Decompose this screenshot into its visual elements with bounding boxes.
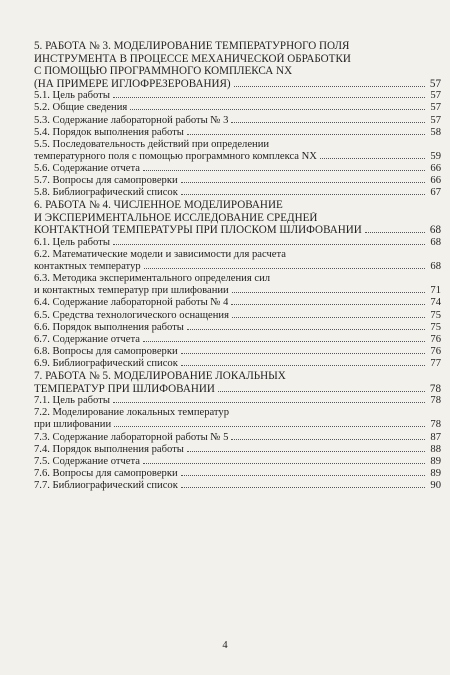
toc-entry [34, 358, 441, 370]
toc-page-number: 58 [430, 126, 441, 138]
toc-page-number: 57 [429, 77, 441, 90]
toc-line [34, 127, 441, 139]
toc-title-text: 5.4. Порядок выполнения работы [34, 126, 184, 138]
toc-title-text: 6. РАБОТА № 4. ЧИСЛЕННОЕ МОДЕЛИРОВАНИЕ [34, 199, 283, 212]
dot-leader [181, 365, 425, 366]
dot-leader [113, 244, 425, 245]
toc-title-text: 5.8. Библиографический список [34, 187, 178, 199]
toc-line [34, 444, 441, 456]
toc-page-number: 78 [430, 395, 441, 407]
toc-chapter [34, 370, 441, 395]
toc-entry [34, 310, 441, 322]
dot-leader [181, 182, 425, 183]
toc-title-text: 5.2. Общие сведения [34, 102, 128, 114]
dot-leader [232, 292, 425, 293]
dot-leader [187, 329, 425, 330]
toc-line [34, 395, 441, 407]
dot-leader [181, 487, 425, 488]
toc-line [34, 175, 441, 187]
toc-title-text: контактных температур [34, 261, 141, 273]
dot-leader [144, 268, 425, 269]
toc-line [34, 78, 441, 91]
toc-entry [34, 432, 441, 444]
page-number: 4 [222, 640, 228, 651]
toc-title-text: 7.4. Порядок выполнения работы [34, 443, 184, 455]
toc-line [34, 53, 441, 66]
dot-leader [114, 426, 425, 427]
toc-title-text: 7.7. Библиографический список [34, 479, 178, 491]
toc-title-text: 6.4. Содержание лабораторной работы № 4 [34, 297, 229, 309]
toc-chapter [34, 40, 441, 90]
toc-page-number: 57 [430, 102, 441, 114]
toc-entry [34, 456, 441, 468]
toc-page-number: 57 [430, 114, 441, 126]
toc-line [34, 199, 441, 212]
toc-line [34, 151, 441, 163]
toc-line [34, 285, 441, 297]
toc-title-text: 6.3. Методика экспериментального определения сил [34, 273, 271, 285]
toc-title-text: 5. РАБОТА № 3. МОДЕЛИРОВАНИЕ ТЕМПЕРАТУРНОГО ПОЛЯ [34, 40, 350, 52]
dot-leader [130, 109, 425, 110]
toc-title-text: 6.1. Цель работы [34, 237, 110, 248]
toc-title-text: КОНТАКТНОЙ ТЕМПЕРАТУРЫ ПРИ ПЛОСКОМ ШЛИФОВАНИИ [34, 224, 362, 237]
toc-line [34, 370, 441, 383]
dot-leader [187, 451, 425, 452]
dot-leader [181, 353, 425, 354]
toc-entry [34, 163, 441, 175]
toc-page-number: 76 [430, 333, 441, 345]
dot-leader [365, 232, 425, 233]
toc-entry [34, 237, 441, 249]
toc-title-text: 5.1. Цель работы [34, 90, 110, 102]
toc-title-text: 7. РАБОТА № 5. МОДЕЛИРОВАНИЕ ЛОКАЛЬНЫХ [34, 370, 286, 383]
toc-page-number: 78 [430, 419, 441, 431]
toc-line [34, 212, 441, 225]
dot-leader [231, 304, 425, 305]
toc-line [34, 334, 441, 346]
toc-title-text: (НА ПРИМЕРЕ ИГЛОФРЕЗЕРОВАНИЯ) [34, 77, 231, 90]
toc-title-text: ИНСТРУМЕНТА В ПРОЦЕССЕ МЕХАНИЧЕСКОЙ ОБРАБОТКИ [34, 52, 351, 65]
dot-leader [113, 97, 425, 98]
toc-line [34, 40, 441, 53]
toc-page-number: 68 [430, 261, 441, 273]
toc-line [34, 261, 441, 273]
toc-entry [34, 175, 441, 187]
toc-page-number: 74 [430, 297, 441, 309]
dot-leader [231, 439, 425, 440]
toc-line [34, 407, 441, 419]
toc-entry [34, 346, 441, 358]
toc-title-text: и контактных температур при шлифовании [34, 285, 229, 297]
toc-entry [34, 273, 441, 297]
toc-page-number: 78 [429, 382, 441, 395]
toc-page-number: 67 [430, 187, 441, 199]
toc-page-number: 68 [429, 224, 441, 237]
toc-page-number: 77 [430, 357, 441, 369]
toc-entry [34, 187, 441, 199]
dot-leader [218, 391, 425, 392]
dot-leader [320, 158, 425, 159]
toc-line [34, 383, 441, 396]
toc-entry [34, 322, 441, 334]
toc-entry [34, 334, 441, 346]
toc-chapter [34, 199, 441, 237]
toc-page-number: 66 [430, 162, 441, 174]
toc-title-text: 5.7. Вопросы для самопроверки [34, 175, 178, 187]
toc-page-number: 89 [430, 455, 441, 467]
toc-entry [34, 468, 441, 480]
toc-page-number: 66 [430, 175, 441, 187]
toc-title-text: 6.5. Средства технологического оснащения [34, 309, 229, 321]
toc-entry [34, 115, 441, 127]
toc-line [34, 102, 441, 114]
toc-line [34, 480, 441, 492]
toc-title-text: 6.9. Библиографический список [34, 357, 178, 369]
toc-page-number: 89 [430, 467, 441, 479]
toc-line [34, 163, 441, 175]
toc-title-text: И ЭКСПЕРИМЕНТАЛЬНОЕ ИССЛЕДОВАНИЕ СРЕДНЕЙ [34, 211, 318, 224]
toc-line [34, 115, 441, 127]
dot-leader [143, 170, 425, 171]
toc-title-text: 7.6. Вопросы для самопроверки [34, 467, 178, 479]
toc-page-number: 75 [430, 309, 441, 321]
toc-entry [34, 444, 441, 456]
dot-leader [181, 194, 425, 195]
toc-page-number: 71 [430, 285, 441, 297]
toc-line [34, 322, 441, 334]
toc-title-text: ТЕМПЕРАТУР ПРИ ШЛИФОВАНИИ [34, 382, 215, 395]
toc-entry [34, 90, 441, 102]
dot-leader [113, 402, 425, 403]
toc-title-text: 5.3. Содержание лабораторной работы № 3 [34, 114, 229, 126]
toc-line [34, 432, 441, 444]
toc-title-text: 7.2. Моделирование локальных температур [34, 407, 230, 419]
toc-page-number: 87 [430, 431, 441, 443]
dot-leader [232, 317, 425, 318]
toc-entry [34, 102, 441, 114]
toc-entry [34, 480, 441, 492]
toc-line [34, 139, 441, 151]
toc-title-text: 7.1. Цель работы [34, 395, 110, 407]
toc-title-text: 6.7. Содержание отчета [34, 333, 140, 345]
toc-page-number: 68 [430, 237, 441, 248]
dot-leader [143, 463, 425, 464]
toc-line [34, 237, 441, 249]
dot-leader [187, 134, 425, 135]
toc-line [34, 90, 441, 102]
toc-line [34, 419, 441, 431]
toc-title-text: температурного поля с помощью программного комплекса NX [34, 150, 317, 162]
dot-leader [234, 86, 425, 87]
toc-line [34, 249, 441, 261]
toc-title-text: 7.5. Содержание отчета [34, 455, 140, 467]
toc-title-text: 7.3. Содержание лабораторной работы № 5 [34, 431, 229, 443]
toc-title-text: 5.6. Содержание отчета [34, 162, 140, 174]
table-of-contents [34, 40, 441, 492]
toc-title-text: 6.8. Вопросы для самопроверки [34, 345, 178, 357]
toc-entry [34, 297, 441, 309]
toc-entry [34, 127, 441, 139]
toc-line [34, 456, 441, 468]
dot-leader [143, 341, 425, 342]
dot-leader [231, 122, 425, 123]
toc-page-number: 59 [430, 150, 441, 162]
toc-line [34, 346, 441, 358]
toc-line [34, 468, 441, 480]
toc-title-text: С ПОМОЩЬЮ ПРОГРАММНОГО КОМПЛЕКСА NX [34, 65, 293, 78]
toc-entry [34, 139, 441, 163]
toc-line [34, 310, 441, 322]
toc-page-number: 88 [430, 443, 441, 455]
toc-title-text: 6.6. Порядок выполнения работы [34, 321, 184, 333]
toc-line [34, 65, 441, 78]
toc-page-number: 57 [430, 90, 441, 102]
toc-line [34, 358, 441, 370]
toc-entry [34, 407, 441, 431]
toc-page-number: 75 [430, 321, 441, 333]
toc-line [34, 187, 441, 199]
toc-title-text: 6.2. Математические модели и зависимости для расчета [34, 249, 286, 261]
toc-line [34, 297, 441, 309]
dot-leader [181, 475, 425, 476]
toc-entry [34, 249, 441, 273]
toc-entry [34, 395, 441, 407]
toc-page-number: 76 [430, 345, 441, 357]
toc-line [34, 273, 441, 285]
toc-title-text: при шлифовании [34, 419, 112, 431]
toc-title-text: 5.5. Последовательность действий при определении [34, 138, 270, 150]
toc-line [34, 224, 441, 237]
toc-page-number: 90 [430, 479, 441, 491]
